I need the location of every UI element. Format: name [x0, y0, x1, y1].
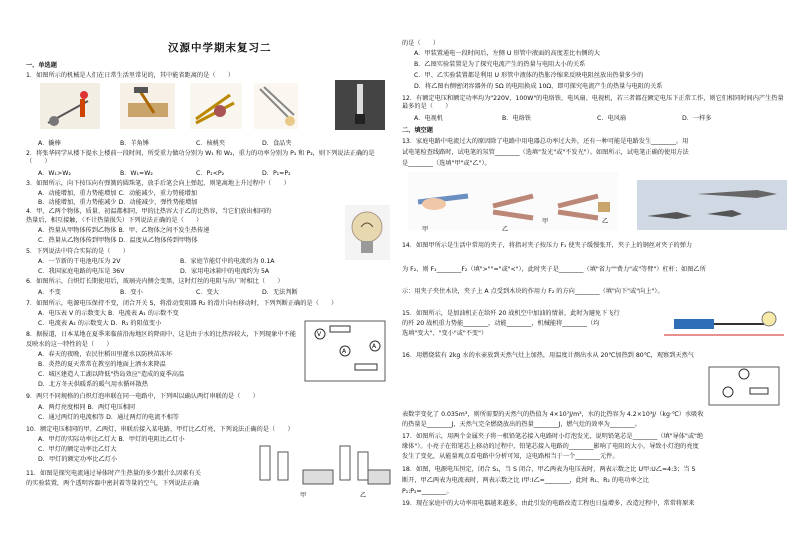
- question-5: 5．下列说法中符合实际的是（ ）: [26, 248, 129, 255]
- pencil-lead-circuit: [664, 305, 789, 345]
- option: A．两灯亮度相同 B．两灯电压相同: [38, 404, 136, 411]
- question-4-cont: 热量后，相互接触，（不计热量损失）下列说法正确的是（ ）: [26, 217, 203, 224]
- option: C．通过两灯的电流相等 D．通过两灯的电流不相等: [38, 414, 179, 421]
- option: D．无法判断: [262, 289, 298, 296]
- question-3: 3．如图所示，向下按压向有弹簧的圆珠笔，放手后笔会向上弹起，则笔离地上升过程中（ ）: [26, 180, 290, 187]
- question-11: 11．如图是探究电流通过导体时产生热量的多少跟什么因素有关: [26, 470, 201, 477]
- refueling-aircraft-image: [637, 180, 787, 230]
- option: A．电视机: [414, 115, 443, 122]
- question-18-cont: 断开，甲乙两表为电流表时，两表示数之比 I甲:I乙=________，此时 R₁、R₂ 的电功率之比: [402, 477, 649, 484]
- option: D．一样多: [682, 115, 712, 122]
- question-13-cont: 是________（选填"甲"或"乙"）。: [402, 160, 491, 167]
- question-6: 6．如图所示，白炽灯长期使用后，玻璃壳内侧会变黑，这时灯丝的电阻与出厂时相比（ ）: [26, 278, 284, 285]
- option: A．不变: [38, 289, 61, 296]
- question-15-cont: 的歼 20 战机重力势能________，动能________，机械能将________（均: [402, 320, 600, 327]
- svg-text:V: V: [317, 331, 322, 338]
- option: D．P₁=P₂: [262, 170, 291, 177]
- claw-hammer-image: [120, 83, 175, 129]
- figure-label: 甲: [300, 492, 307, 499]
- question-8: 8．据报道，日本某地在夏季来临前沿海地区的降雨中，这是由于水的比热容较大，下列现象中不能: [26, 331, 296, 338]
- option: B．W₁=W₂: [120, 170, 153, 177]
- question-14-cont: 示：用夹子夹住木块，夹子上 A 点受到木块的作用力 F₂ 的方向________（填"向下"或"向上"）。: [402, 288, 664, 295]
- option: B．家庭节能灯中的电流约为 0.1A: [180, 258, 275, 265]
- option: A．W₁>W₂: [38, 170, 71, 177]
- circuit-diagram: [300, 316, 390, 386]
- food-tongs-image: [254, 83, 298, 129]
- page-title: 汉源中学期末复习二: [168, 42, 272, 54]
- question-16-cont: 的热量是________J，天然气完全燃烧放出的热量________J，燃气灶的效率为________。: [402, 421, 641, 428]
- option: B．电烙铁: [502, 115, 531, 122]
- question-11-cont: 的实验装置，两个透明容器中密封着等量的空气，下列说法正确: [26, 480, 200, 487]
- question-9: 9．两只不同规格的白炽灯泡串联在同一电路中，下列叫以确认两灯串联的是（ ）: [26, 393, 259, 400]
- question-14: 14．如图甲所示是生活中常用的夹子，将指对夹子按压力 F₁ 使夹子缓慢张开，夹子上的钢丝对夹子的弹力: [402, 242, 693, 249]
- figure-label: 乙: [502, 226, 509, 233]
- question-16-cont: 表数字变化了 0.035m³，则所需要的天然气的热值为 4×10⁷J/m³，水的比热容为 4.2×10³J/（kg·℃）水吸收: [402, 411, 704, 418]
- figure-label: 乙: [602, 218, 609, 225]
- option: A．撬棒: [38, 140, 61, 147]
- question-1: 1．如图所示的机械是人们在日常生活里常见的，其中能省距离的是（ ）: [26, 72, 235, 79]
- question-10: 10．额定电压相同的甲、乙两灯，串联后接入某电路，甲灯比乙灯亮，下列说法正确的是（ ）: [26, 426, 294, 433]
- question-14-cont: 为 F₂，则 F₁________F₂（填">""="或"<"），此时夹子是________（填"省力""费力"或"等臂"）杠杆；如图乙所: [402, 266, 706, 273]
- question-11-tail: 的是（ ）: [402, 40, 440, 47]
- option: A．一节新的干电池电压为 2V: [38, 258, 121, 265]
- option: C．核桃夹: [196, 140, 226, 147]
- question-4: 4．甲、乙两个物体，质量、初温都相同，甲的比热容大于乙的比热容，当它们放出相同的: [26, 208, 272, 215]
- figure-label: 甲: [542, 218, 549, 225]
- question-16: 16．用燃烧装有 2kg 水的水壶放到天然气灶上加热，用温度计测出水从 20℃加热到 80℃，观察到天然气: [402, 352, 694, 359]
- nutcracker-image: [190, 83, 242, 129]
- option: A．甲灯的实际功率比乙灯大 B．甲灯的电阻比乙灯小: [38, 436, 185, 443]
- option: D．北方冬天供暖系的暖气用水循环散热: [38, 381, 148, 388]
- option: C．城区建造人工湖以降低"热岛效应"造成的夏季高温: [38, 371, 185, 378]
- question-7: 7．如图所示，电源电压保持不变，闭合开关 S，将滑动变阻器 R₂ 的滑片向右移动时，下列判断正确的是（ ）: [26, 300, 338, 307]
- option: A．电压表 V 的示数变大 B．电流表 A₁ 的示数不变: [38, 310, 179, 317]
- crowbar-image: [40, 83, 100, 129]
- svg-text:A: A: [342, 348, 347, 355]
- section-heading: 一、单选题: [26, 62, 57, 69]
- option: D．甲灯的额定功率比乙灯小: [38, 456, 118, 463]
- question-18: 18．如图，电源电压恒定，闭合 S₁，当 S 闭合，甲乙两表为电压表时，两表示数之比 U甲:U乙=4:3；当 S: [402, 466, 696, 473]
- question-17-cont: 发生了变化，从能量观点看电路中分析可知，这电路相当于一个________元件。: [402, 453, 619, 460]
- option: D．将乙图右侧密闭容器外的 5Ω 的电阻换成 10Ω，即可探究电流产生的热量与电阻的关系: [414, 83, 663, 90]
- question-12: 12．有额定电压和额定功率均为"220V，100W"的电烙铁、电风扇、电视机，若三者都在额定电压下正常工作，则它们相同时间内产生热量最多的是（ ）: [402, 95, 784, 110]
- option: B．乙图实验装置是为了探究电流产生的热量与电阻大小的关系: [414, 61, 586, 68]
- pen-image: [335, 80, 385, 130]
- question-8-cont: 反映水的这一特性的是（ ）: [26, 341, 113, 348]
- option: C．电风扇: [597, 115, 627, 122]
- right-column: [402, 0, 794, 550]
- figure-label: 甲: [422, 226, 429, 233]
- option: B．炎热的夏天常常在教室的地面上洒水来降温: [38, 361, 166, 368]
- question-13: 13．家庭电路中电流过大的原因除了电路中用电器总功率过大外，还有一种可能是电路发生________。用: [402, 138, 689, 145]
- question-15: 15．如图所示，是加油机正在给歼 20 战机空中加油的情景，此时为避免下飞行: [402, 310, 620, 317]
- question-18-cont: P₁:P₂=________。: [402, 488, 453, 495]
- svg-text:A: A: [372, 343, 377, 350]
- test-pen-figures: [408, 172, 618, 230]
- option: A．热量从甲物体传到乙物体 B．甲、乙物体之间不发生热传递: [38, 227, 210, 234]
- question-17: 17．如图所示，用两个金属夹子将一根铅笔芯接入电路时小灯泡发光，说明铅笔芯是________（填"导体"或"绝: [402, 433, 704, 440]
- option: C．电流表 A₂ 的示数变大 D．R₁ 的阻值变小: [38, 320, 162, 327]
- option: C．P₁<P₂: [196, 170, 225, 177]
- question-17-cont: 缘体"）。小亮子在铅笔芯上移动的过程中，铅笔芯接入电路的________影响了电阻的大小，导致小灯泡的亮度: [402, 443, 699, 450]
- option: A．甲装置通电一段时间后，左侧 U 形管中液面的高度差比右侧的大: [414, 50, 600, 57]
- option: C．热量从乙物体传到甲物体 D．温度从乙物体传到甲物体: [38, 237, 198, 244]
- question-2: 2．将张华同学从楼下提水上楼前一段时间，所受重力做功分别为 W₁ 和 W₂，重力的功率分别为 P₁ 和 P₂，则下列说法正确的是（ ）: [26, 150, 375, 165]
- light-bulb-image: [345, 205, 390, 260]
- option: A．动能增加，重力势能增加 C．动能减少，重力势能增加: [38, 190, 198, 197]
- section-heading: 二、填空题: [402, 127, 433, 134]
- series-circuit-diagram: [704, 362, 784, 412]
- option: B．动能增加，重力势能减少 D．动能减少，弹性势能增加: [38, 199, 198, 206]
- option: A．春天的夜晚，农民往稻田里灌水以防秧苗冻坏: [38, 351, 173, 358]
- option: C．我国家庭电路的电压是 36V: [38, 268, 125, 275]
- option: C．变大: [196, 289, 219, 296]
- question-19: 19．现在家庭中的大功率用电器越来越多，由此引发的电路改造工程也日益增多，改造过程中，常常将原来: [402, 500, 695, 507]
- option: D．食品夹: [262, 140, 292, 147]
- u-tube-apparatus: [258, 440, 393, 495]
- question-13-cont: 试电笔检查线路时，试电笔的氖管________（选填"发光"或"不发光"）。如图所示，试电笔正确的使用方法: [402, 149, 689, 156]
- option: C．甲灯的额定功率比乙灯大: [38, 446, 117, 453]
- option: B．变小: [120, 289, 143, 296]
- question-15-cont: 选填"变大"、"变小"或"不变"）: [402, 330, 488, 337]
- option: B．羊角锤: [120, 140, 149, 147]
- figure-label: 乙: [360, 492, 367, 499]
- option: C．甲、乙实验装置都是利用 U 形管中液体的热胀冷缩来反映电阻丝放出热量多少的: [414, 72, 644, 79]
- option: D．家用电冰箱中的电流约为 5A: [180, 268, 270, 275]
